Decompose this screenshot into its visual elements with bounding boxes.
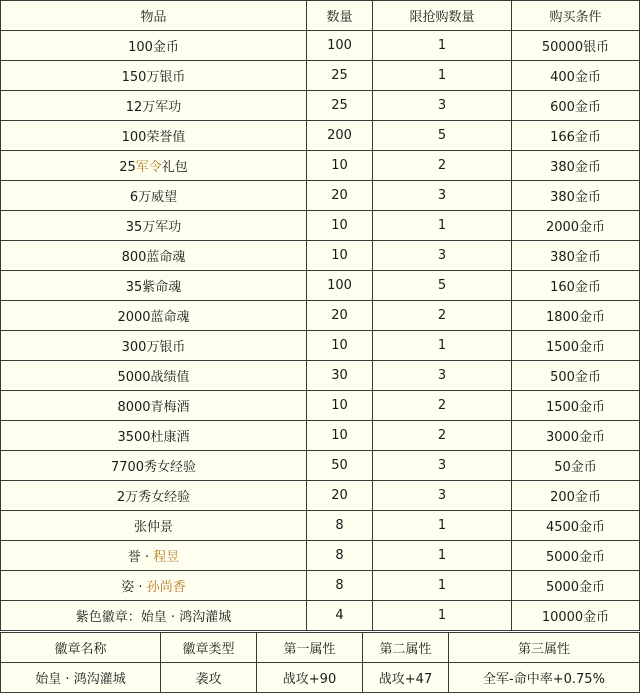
badge-header-type: 徽章类型: [161, 633, 257, 663]
header-row: [1, 1, 640, 31]
badge-header-attr2: 第二属性: [363, 633, 449, 663]
item-name-prefix: 25: [119, 160, 136, 175]
table-row: [1, 121, 640, 151]
item-name-highlight: 孙尚香: [146, 580, 186, 595]
item-purchase-limit: 2: [373, 151, 512, 181]
item-name: 8000青梅酒: [1, 391, 307, 421]
item-purchase-limit: 3: [373, 361, 512, 391]
item-name: 张仲景: [1, 511, 307, 541]
item-name: 2000蓝命魂: [1, 301, 307, 331]
item-name-highlight: 程昱: [153, 550, 180, 565]
item-purchase-limit: 2: [373, 421, 512, 451]
item-quantity: 25: [307, 91, 373, 121]
table-row: [1, 211, 640, 241]
table-row: [1, 61, 640, 91]
item-purchase-limit: 3: [373, 451, 512, 481]
item-name: 2万秀女经验: [1, 481, 307, 511]
item-purchase-limit: 1: [373, 511, 512, 541]
table-row: [1, 151, 640, 181]
item-quantity: 10: [307, 421, 373, 451]
item-purchase-limit: 5: [373, 271, 512, 301]
item-name: 7700秀女经验: [1, 451, 307, 481]
item-purchase-limit: 2: [373, 391, 512, 421]
item-name: 12万军功: [1, 91, 307, 121]
item-name: 300万银币: [1, 331, 307, 361]
item-purchase-condition: 3000金币: [512, 421, 640, 451]
table-row: [1, 451, 640, 481]
badge-attributes-table: [0, 632, 640, 693]
badge-header-attr3: 第三属性: [449, 633, 640, 663]
item-quantity: 200: [307, 121, 373, 151]
item-name-prefix: 姿 ·: [121, 580, 147, 595]
item-purchase-limit: 5: [373, 121, 512, 151]
item-purchase-limit: 1: [373, 31, 512, 61]
item-name: 6万威望: [1, 181, 307, 211]
item-name: 35万军功: [1, 211, 307, 241]
item-quantity: 25: [307, 61, 373, 91]
table-row: [1, 541, 640, 571]
item-purchase-condition: 4500金币: [512, 511, 640, 541]
table-row: [1, 271, 640, 301]
item-purchase-condition: 1800金币: [512, 301, 640, 331]
item-quantity: 20: [307, 301, 373, 331]
item-purchase-limit: 3: [373, 181, 512, 211]
item-purchase-condition: 500金币: [512, 361, 640, 391]
item-purchase-condition: 10000金币: [512, 601, 640, 631]
item-name: 3500杜康酒: [1, 421, 307, 451]
item-name: 35紫命魂: [1, 271, 307, 301]
item-purchase-condition: 380金币: [512, 241, 640, 271]
item-name: [1, 151, 307, 181]
table-row: [1, 391, 640, 421]
table-row: [1, 421, 640, 451]
header-purchase-limit: 限抢购数量: [373, 1, 512, 31]
item-quantity: 8: [307, 571, 373, 601]
header-purchase-condition: 购买条件: [512, 1, 640, 31]
item-purchase-limit: 1: [373, 61, 512, 91]
item-quantity: 4: [307, 601, 373, 631]
item-name: 100金币: [1, 31, 307, 61]
item-purchase-limit: 3: [373, 91, 512, 121]
item-name: 5000战绩值: [1, 361, 307, 391]
item-quantity: 30: [307, 361, 373, 391]
item-purchase-condition: 5000金币: [512, 571, 640, 601]
item-purchase-limit: 2: [373, 301, 512, 331]
item-purchase-limit: 3: [373, 481, 512, 511]
table-row: [1, 571, 640, 601]
table-row: [1, 301, 640, 331]
item-quantity: 10: [307, 151, 373, 181]
table-row: [1, 91, 640, 121]
item-quantity: 10: [307, 331, 373, 361]
item-purchase-limit: 1: [373, 331, 512, 361]
item-purchase-limit: 1: [373, 571, 512, 601]
table-row: [1, 181, 640, 211]
item-quantity: 10: [307, 241, 373, 271]
badge-attr1: 战攻+90: [257, 663, 363, 693]
item-name: [1, 541, 307, 571]
item-purchase-condition: 50000银币: [512, 31, 640, 61]
item-name: 100荣誉值: [1, 121, 307, 151]
badge-attr3: 全军-命中率+0.75%: [449, 663, 640, 693]
item-purchase-condition: 400金币: [512, 61, 640, 91]
badge-header-attr1: 第一属性: [257, 633, 363, 663]
item-name: 800蓝命魂: [1, 241, 307, 271]
table-row: [1, 361, 640, 391]
item-purchase-condition: 5000金币: [512, 541, 640, 571]
table-row: [1, 331, 640, 361]
item-purchase-condition: 1500金币: [512, 391, 640, 421]
item-purchase-condition: 380金币: [512, 151, 640, 181]
header-quantity: 数量: [307, 1, 373, 31]
item-name-suffix: 礼包: [161, 160, 188, 175]
item-purchase-condition: 166金币: [512, 121, 640, 151]
item-purchase-condition: 600金币: [512, 91, 640, 121]
table-row: [1, 511, 640, 541]
item-purchase-limit: 1: [373, 601, 512, 631]
item-quantity: 50: [307, 451, 373, 481]
table-row: [1, 481, 640, 511]
item-quantity: 20: [307, 181, 373, 211]
item-quantity: 10: [307, 391, 373, 421]
item-purchase-limit: 3: [373, 241, 512, 271]
header-item: 物品: [1, 1, 307, 31]
shop-items-body: [1, 31, 640, 631]
item-quantity: 8: [307, 541, 373, 571]
item-quantity: 10: [307, 211, 373, 241]
item-quantity: 20: [307, 481, 373, 511]
item-name-highlight: 军令: [135, 160, 162, 175]
item-purchase-condition: 160金币: [512, 271, 640, 301]
item-purchase-limit: 1: [373, 211, 512, 241]
badge-type: 袭攻: [161, 663, 257, 693]
table-row: [1, 31, 640, 61]
item-quantity: 8: [307, 511, 373, 541]
badge-header-name: 徽章名称: [1, 633, 161, 663]
item-name: 150万银币: [1, 61, 307, 91]
badge-header-row: [1, 633, 640, 663]
badge-row: [1, 663, 640, 693]
badge-attr2: 战攻+47: [363, 663, 449, 693]
badge-name: 始皇 · 鸿沟灌城: [1, 663, 161, 693]
item-purchase-limit: 1: [373, 541, 512, 571]
item-quantity: 100: [307, 271, 373, 301]
table-row: [1, 601, 640, 631]
item-purchase-condition: 200金币: [512, 481, 640, 511]
item-purchase-condition: 380金币: [512, 181, 640, 211]
item-name-prefix: 誉 ·: [127, 550, 154, 565]
item-purchase-condition: 50金币: [512, 451, 640, 481]
item-name: 紫色徽章：始皇 · 鸿沟灌城: [1, 601, 307, 631]
item-quantity: 100: [307, 31, 373, 61]
item-purchase-condition: 2000金币: [512, 211, 640, 241]
item-name: [1, 571, 307, 601]
item-purchase-condition: 1500金币: [512, 331, 640, 361]
table-row: [1, 241, 640, 271]
